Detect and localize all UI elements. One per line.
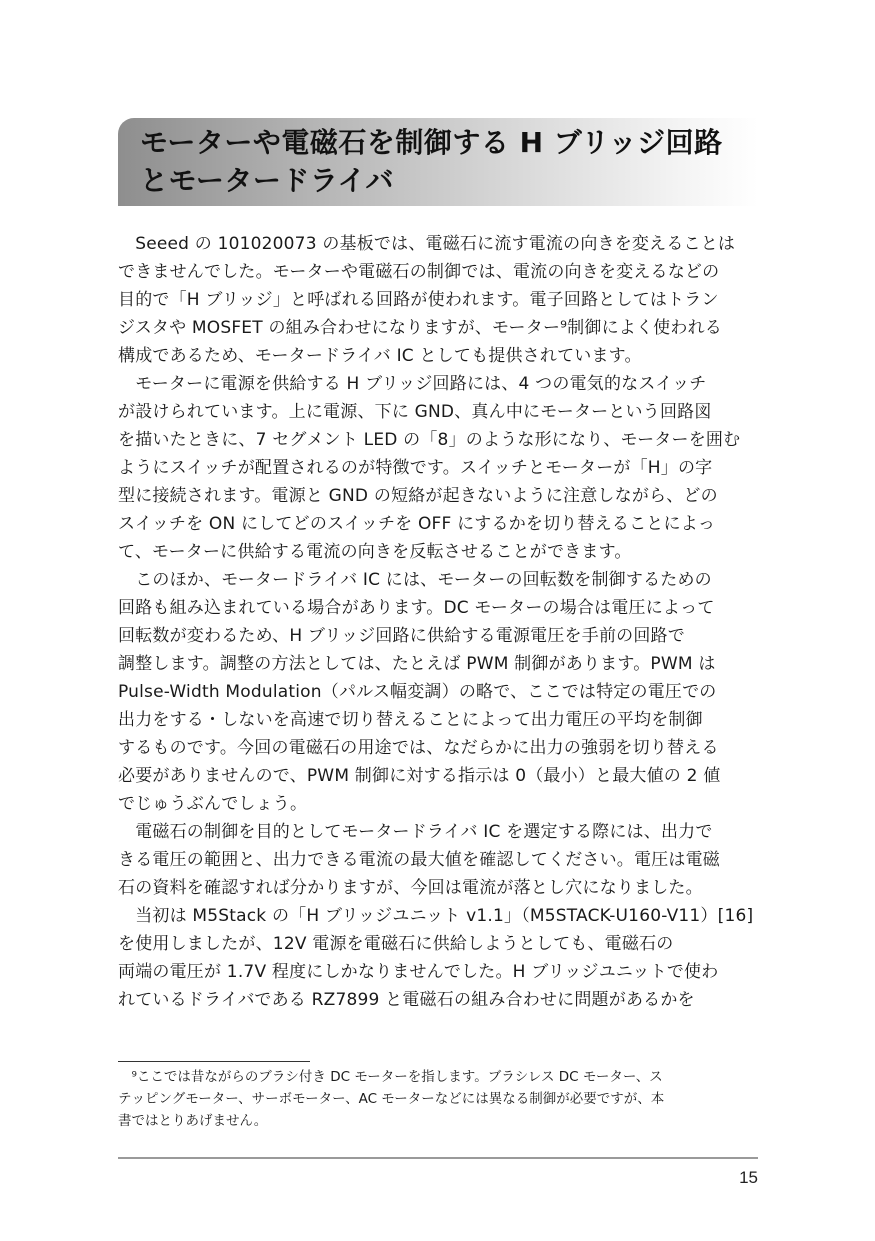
- page-footer-rule: [118, 1157, 758, 1159]
- body-line: でじゅうぶんでしょう。: [118, 794, 308, 814]
- footnote-line: テッピングモーター、サーボモーター、AC モーターなどには異なる制御が必要ですが、本: [118, 1091, 665, 1107]
- footnote-separator: [118, 1061, 310, 1062]
- body-line: するものです。今回の電磁石の用途では、なだらかに出力の強弱を切り替える: [118, 738, 719, 758]
- body-line: できませんでした。モーターや電磁石の制御では、電流の向きを変えるなどの: [118, 262, 720, 282]
- body-line: Pulse-Width Modulation（パルス幅変調）の略で、ここでは特定の電圧での: [118, 682, 717, 702]
- body-line: Seeed の 101020073 の基板では、電磁石に流す電流の向きを変えることは: [118, 234, 736, 254]
- body-line: 型に接続されます。電源と GND の短絡が起きないように注意しながら、どの: [118, 486, 718, 506]
- section-heading-line-2: とモータードライバ: [140, 164, 394, 197]
- footnote-line: ⁹ここでは昔ながらのブラシ付き DC モーターを指します。ブラシレス DC モーター、ス: [118, 1069, 663, 1085]
- body-line: 回路も組み込まれている場合があります。DC モーターの場合は電圧によって: [118, 598, 715, 618]
- body-line: 両端の電圧が 1.7V 程度にしかなりませんでした。H ブリッジユニットで使わ: [118, 962, 719, 982]
- body-line: 石の資料を確認すれば分かりますが、今回は電流が落とし穴になりました。: [118, 878, 703, 898]
- section-heading-line-1: モーターや電磁石を制御する H ブリッジ回路: [140, 126, 723, 159]
- body-line: このほか、モータードライバ IC には、モーターの回転数を制御するための: [118, 570, 712, 590]
- body-line: 構成であるため、モータードライバ IC としても提供されています。: [118, 346, 642, 366]
- body-line: 調整します。調整の方法としては、たとえば PWM 制御があります。PWM は: [118, 654, 716, 674]
- body-line: を使用しましたが、12V 電源を電磁石に供給しようとしても、電磁石の: [118, 934, 674, 954]
- body-line: スイッチを ON にしてどのスイッチを OFF にするかを切り替えることによっ: [118, 514, 716, 534]
- body-line: 電磁石の制御を目的としてモータードライバ IC を選定する際には、出力で: [118, 822, 713, 842]
- body-line: れているドライバである RZ7899 と電磁石の組み合わせに問題があるかを: [118, 990, 695, 1010]
- body-line: が設けられています。上に電源、下に GND、真ん中にモーターという回路図: [118, 402, 712, 422]
- body-line: モーターに電源を供給する H ブリッジ回路には、4 つの電気的なスイッチ: [118, 374, 707, 394]
- body-line: 回転数が変わるため、H ブリッジ回路に供給する電源電圧を手前の回路で: [118, 626, 685, 646]
- body-line: を描いたときに、7 セグメント LED の「8」のような形になり、モーターを囲む: [118, 430, 741, 450]
- body-line: きる電圧の範囲と、出力できる電流の最大値を確認してください。電圧は電磁: [118, 850, 720, 870]
- section-heading: [140, 124, 750, 200]
- body-line: 当初は M5Stack の「H ブリッジユニット v1.1」（M5STACK-U160-V11）[16]: [118, 906, 754, 926]
- body-text: [118, 230, 758, 1014]
- body-line: 出力をする・しないを高速で切り替えることによって出力電圧の平均を制御: [118, 710, 703, 730]
- footnote-line: 書ではとりあげません。: [118, 1113, 268, 1129]
- body-line: ようにスイッチが配置されるのが特徴です。スイッチとモーターが「H」の字: [118, 458, 713, 478]
- body-line: 必要がありませんので、PWM 制御に対する指示は 0（最小）と最大値の 2 値: [118, 766, 721, 786]
- body-line: て、モーターに供給する電流の向きを反転させることができます。: [118, 542, 632, 562]
- body-line: 目的で「H ブリッジ」と呼ばれる回路が使われます。電子回路としてはトラン: [118, 290, 719, 310]
- footnote: [118, 1066, 758, 1132]
- body-line: ジスタや MOSFET の組み合わせになりますが、モーター⁹制御によく使われる: [118, 318, 722, 338]
- page-number: 15: [739, 1168, 758, 1187]
